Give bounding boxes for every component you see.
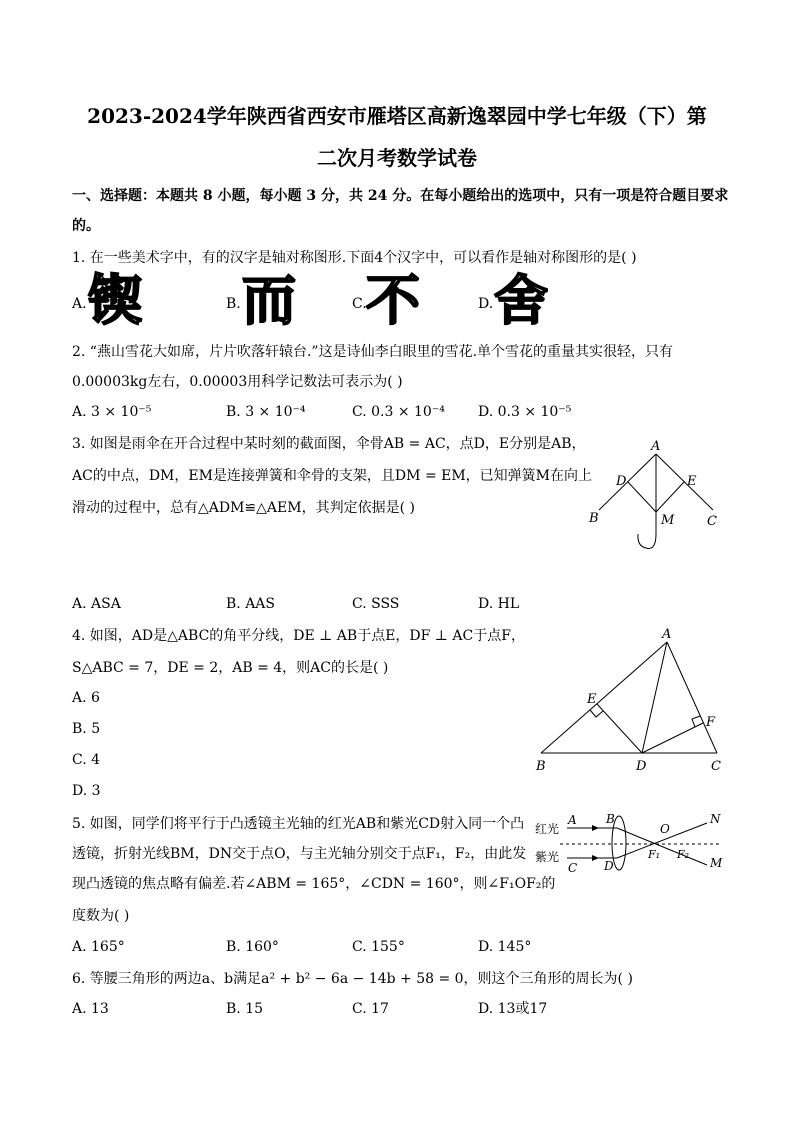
question-3-text-line1: 3. 如图是雨伞在开合过程中某时刻的截面图，伞骨AB = AC，点D，E分别是AB，: [72, 436, 586, 452]
label-f1: F₁: [648, 848, 661, 861]
exam-title-line2: 二次月考数学试卷: [317, 146, 477, 170]
bisector-ad: [642, 642, 667, 753]
question-5-text-line4: 度数为( ): [72, 908, 130, 924]
question-5-text-line1: 5. 如图，同学们将平行于凸透镜主光轴的红光AB和紫光CD射入同一个凸: [72, 816, 525, 832]
label-a: A: [662, 627, 672, 642]
q2-option-c: C. 0.3 × 10⁻⁴: [352, 404, 445, 420]
label-b: B: [606, 812, 615, 826]
q5-option-c: C. 155°: [352, 939, 405, 955]
question-5-text-line3: 现凸透镜的焦点略有偏差.若∠ABM = 165°，∠CDN = 160°，则∠F₁OF₂的: [72, 876, 556, 892]
q5-option-d: D. 145°: [478, 939, 532, 955]
perp-de: [597, 704, 642, 753]
label-m: M: [661, 513, 675, 528]
q5-option-b: B. 160°: [226, 939, 279, 955]
q2-option-d: D. 0.3 × 10⁻⁵: [478, 404, 572, 420]
q4-option-c: C. 4: [72, 752, 101, 768]
label-d: D: [604, 859, 614, 873]
label-b: B: [536, 759, 546, 774]
section-heading-cont: 的。: [72, 218, 100, 234]
q2-option-b: B. 3 × 10⁻⁴: [226, 404, 306, 420]
label-a: A: [568, 813, 577, 827]
question-3-text-line3: 滑动的过程中，总有△ADM≌△AEM，其判定依据是( ): [72, 500, 415, 516]
q4-option-a: A. 6: [72, 690, 100, 706]
exam-title-line1: 2023-2024学年陕西省西安市雁塔区高新逸翠园中学七年级（下）第: [87, 104, 707, 128]
triangle-figure: [530, 625, 730, 775]
q3-option-d: D. HL: [478, 596, 520, 612]
label-o: O: [660, 822, 670, 836]
label-e: E: [687, 474, 697, 489]
label-c: C: [568, 861, 578, 874]
section-heading: 一、选择题：本题共 8 小题，每小题 3 分，共 24 分。在每小题给出的选项中，只有一项是符合题目要求: [72, 188, 729, 204]
q4-option-b: B. 5: [72, 721, 101, 737]
q3-option-b: B. AAS: [226, 596, 275, 612]
q3-option-a: A. ASA: [72, 596, 121, 612]
question-2-text-line1: 2. “燕山雪花大如席，片片吹落轩辕台.”这是诗仙李白眼里的雪花.单个雪花的重量其实很轻，只有: [72, 344, 674, 360]
label-c: C: [707, 514, 717, 529]
label-d: D: [636, 759, 647, 774]
strut-em: [656, 482, 684, 512]
q6-option-b: B. 15: [226, 1001, 264, 1017]
umbrella-rib-ac: [656, 454, 713, 510]
label-b: B: [589, 511, 599, 526]
right-angle-e: [590, 710, 603, 717]
question-5-text-line2: 透镜，折射光线BM，DN交于点O，与主光轴分别交于点F₁，F₂，由此发: [72, 846, 527, 862]
q5-option-a: A. 165°: [72, 939, 125, 955]
label-m: M: [710, 856, 723, 870]
perp-df: [642, 723, 703, 753]
question-1-text: 1. 在一些美术字中，有的汉字是轴对称图形.下面4个汉字中，可以看作是轴对称图形的是( ): [72, 250, 637, 266]
label-d: D: [616, 474, 627, 489]
umbrella-handle: [638, 534, 656, 548]
question-6-text: 6. 等腰三角形的两边a、b满足a² + b² − 6a − 14b + 58 = 0，则这个三角形的周长为( ): [72, 971, 633, 987]
q1-option-d-glyph: 舍: [494, 269, 548, 332]
violet-ray-arrow: [592, 855, 599, 861]
label-red-light: 红光: [535, 822, 560, 836]
lens-figure: [530, 808, 730, 874]
q1-option-b-label: B.: [226, 296, 241, 312]
label-f: F: [706, 715, 716, 730]
q3-option-c: C. SSS: [352, 596, 400, 612]
strut-dm: [628, 482, 656, 512]
question-2-text-line2: 0.00003kg左右，0.00003用科学记数法可表示为( ): [72, 374, 403, 390]
red-ray-arrow: [592, 825, 599, 831]
q1-option-d-label: D.: [478, 296, 494, 312]
umbrella-figure: [585, 436, 735, 556]
question-3-text-line2: AC的中点，DM，EM是连接弹簧和伞骨的支架，且DM = EM，已知弹簧M在向上: [72, 468, 593, 484]
q1-option-b-glyph: 而: [242, 269, 296, 332]
label-n: N: [710, 812, 721, 826]
side-ac: [667, 642, 717, 753]
q1-option-c-label: C.: [352, 296, 367, 312]
question-4-text-line1: 4. 如图，AD是△ABC的角平分线，DE ⊥ AB于点E，DF ⊥ AC于点F，: [72, 628, 525, 644]
q2-option-a: A. 3 × 10⁻⁵: [72, 404, 152, 420]
side-ab: [541, 642, 667, 753]
q1-option-c-glyph: 不: [366, 269, 420, 332]
q6-option-c: C. 17: [352, 1001, 389, 1017]
label-c: C: [711, 759, 721, 774]
umbrella-rib-ab: [599, 454, 656, 510]
label-a: A: [651, 439, 661, 454]
question-4-text-line2: S△ABC = 7，DE = 2，AB = 4，则AC的长是( ): [72, 660, 389, 676]
q6-option-d: D. 13或17: [478, 1001, 548, 1017]
q1-option-a-label: A.: [72, 296, 87, 312]
label-violet-light: 紫光: [535, 850, 560, 864]
q4-option-d: D. 3: [72, 783, 101, 799]
q1-option-a-glyph: 锲: [88, 269, 142, 332]
label-f2: F₂: [677, 848, 690, 861]
q6-option-a: A. 13: [72, 1001, 109, 1017]
label-e: E: [587, 692, 597, 707]
